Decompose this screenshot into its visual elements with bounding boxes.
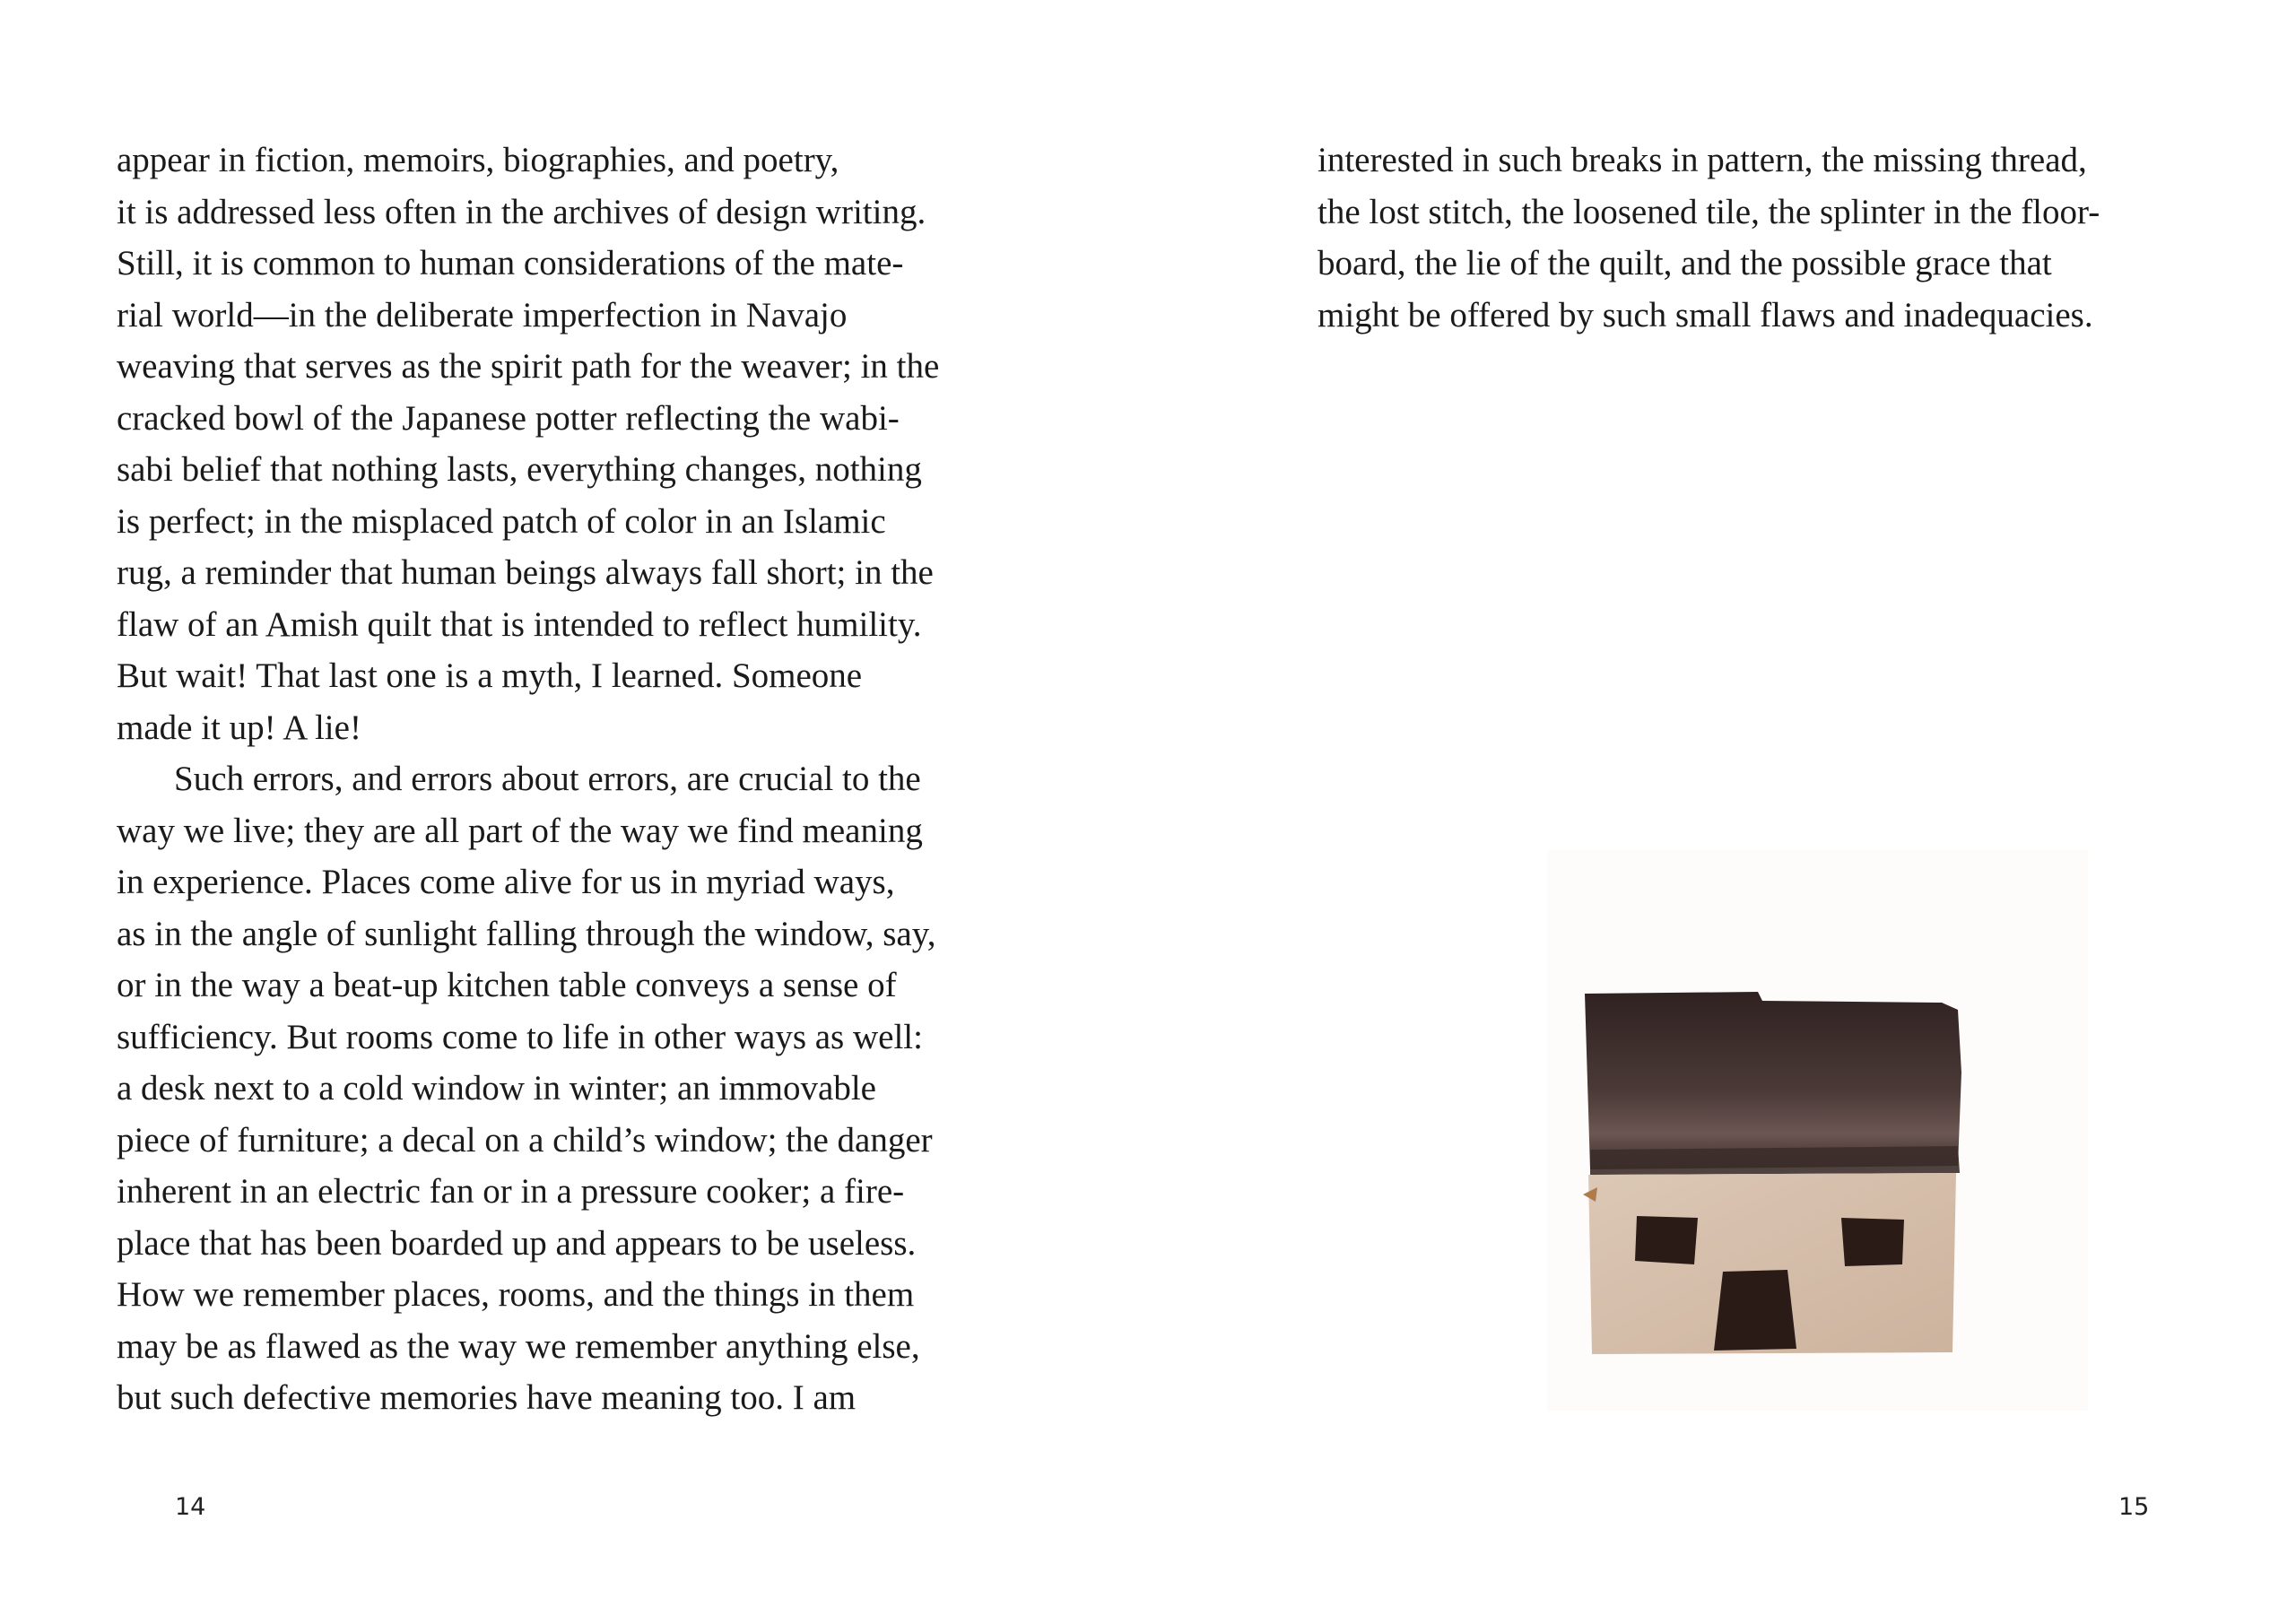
left-page-body-text: [117, 135, 939, 1424]
text-line: cracked bowl of the Japanese potter reflecting the wabi-: [117, 398, 900, 438]
text-line: might be offered by such small flaws and inadequacies.: [1318, 295, 2093, 334]
watercolor-house-icon: [1547, 850, 2088, 1411]
text-line: made it up! A lie!: [117, 708, 361, 747]
text-line: but such defective memories have meaning too. I am: [117, 1378, 857, 1417]
text-line: place that has been boarded up and appears to be useless.: [117, 1223, 917, 1263]
right-window: [1841, 1218, 1904, 1266]
text-line: rial world—in the deliberate imperfection in Navajo: [117, 295, 848, 334]
text-line: sabi belief that nothing lasts, everything changes, nothing: [117, 450, 922, 489]
text-line: But wait! That last one is a myth, I learned. Someone: [117, 656, 863, 695]
text-line: sufficiency. But rooms come to life in other ways as well:: [117, 1017, 923, 1056]
text-line: is perfect; in the misplaced patch of color in an Islamic: [117, 501, 886, 541]
text-line: the lost stitch, the loosened tile, the splinter in the floor-: [1318, 192, 2100, 231]
text-line: weaving that serves as the spirit path for the weaver; in the: [117, 347, 940, 386]
right-page-body-text: [1318, 135, 2100, 341]
text-line: Still, it is common to human considerations of the mate-: [117, 244, 904, 282]
text-line: appear in fiction, memoirs, biographies, and poetry,: [117, 141, 839, 179]
left-window: [1635, 1216, 1698, 1264]
text-line: may be as flawed as the way we remember anything else,: [117, 1326, 920, 1366]
text-line: flaw of an Amish quilt that is intended to reflect humility.: [117, 604, 922, 644]
text-line: a desk next to a cold window in winter; an immovable: [117, 1069, 876, 1108]
text-line: way we live; they are all part of the way we find meaning: [117, 811, 923, 850]
text-line: as in the angle of sunlight falling through the window, say,: [117, 914, 936, 953]
door: [1714, 1270, 1796, 1351]
page-number: 14: [175, 1493, 206, 1521]
roof-shape: [1585, 992, 1961, 1169]
page-number: 15: [2118, 1493, 2150, 1521]
paragraph-start-line: Such errors, and errors about errors, are crucial to the: [174, 760, 921, 798]
text-line: it is addressed less often in the archives of design writing.: [117, 192, 926, 231]
text-line: rug, a reminder that human beings always fall short; in the: [117, 553, 934, 592]
text-line: board, the lie of the quilt, and the possible grace that: [1318, 244, 2052, 282]
house-illustration: [1547, 850, 2088, 1411]
text-line: How we remember places, rooms, and the things in them: [117, 1275, 915, 1314]
text-line: interested in such breaks in pattern, the missing thread,: [1318, 141, 2087, 179]
text-line: in experience. Places come alive for us in myriad ways,: [117, 863, 895, 901]
text-line: inherent in an electric fan or in a pressure cooker; a fire-: [117, 1172, 905, 1211]
roof-eave: [1590, 1146, 1960, 1175]
text-line: piece of furniture; a decal on a child’s window; the danger: [117, 1120, 933, 1160]
text-line: or in the way a beat-up kitchen table conveys a sense of: [117, 966, 897, 1004]
